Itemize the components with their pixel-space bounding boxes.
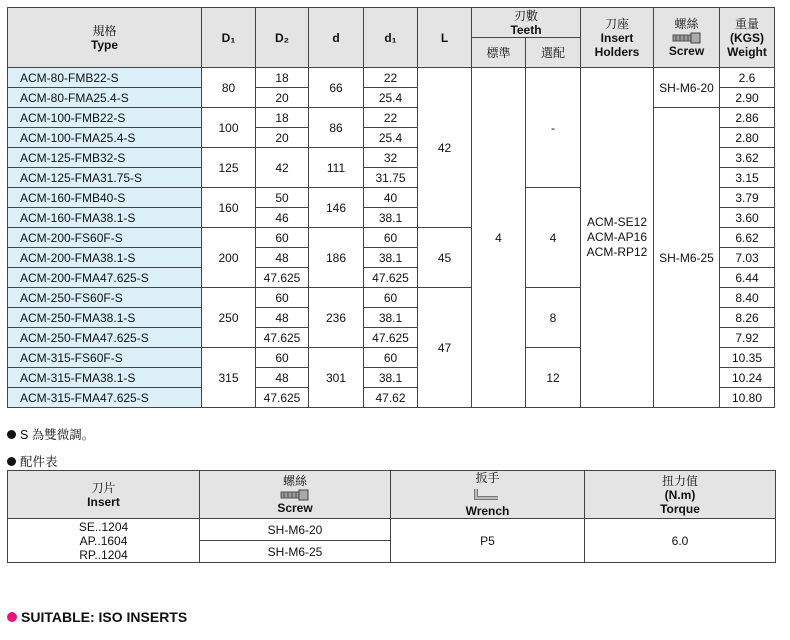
teeth-optional-cell: 12 [526, 348, 581, 408]
d1-cell: 38.1 [364, 308, 418, 328]
bullet-icon [7, 457, 16, 466]
D1-cell: 200 [202, 228, 256, 288]
acc-header-wrench-en: Wrench [465, 504, 510, 518]
type-cell: ACM-160-FMA38.1-S [8, 208, 202, 228]
D1-cell: 250 [202, 288, 256, 348]
header-screw-en: Screw [668, 44, 705, 58]
weight-cell: 3.60 [720, 208, 775, 228]
d-cell: 146 [309, 188, 364, 228]
acc-screw-cell: SH-M6-20 [200, 519, 391, 541]
header-teeth [472, 8, 581, 38]
header-insert-en2: Holders [594, 44, 640, 59]
type-cell: ACM-315-FS60F-S [8, 348, 202, 368]
suitable-text: SUITABLE: ISO INSERTS [21, 609, 188, 625]
D2-cell: 20 [256, 88, 309, 108]
type-cell: ACM-200-FS60F-S [8, 228, 202, 248]
type-cell: ACM-200-FMA47.625-S [8, 268, 202, 288]
header-weight [720, 8, 775, 68]
D2-cell: 18 [256, 108, 309, 128]
double-adjust-note [7, 425, 94, 443]
d1-cell: 47.625 [364, 328, 418, 348]
weight-cell: 3.79 [720, 188, 775, 208]
d1-cell: 40 [364, 188, 418, 208]
type-cell: ACM-250-FMA47.625-S [8, 328, 202, 348]
header-D1: D₁ [202, 8, 256, 68]
acc-wrench-cell: P5 [391, 519, 585, 563]
weight-cell: 8.26 [720, 308, 775, 328]
weight-cell: 2.90 [720, 88, 775, 108]
d-cell: 86 [309, 108, 364, 148]
header-type-zh: 規格 [92, 23, 117, 38]
d1-cell: 31.75 [364, 168, 418, 188]
L-cell: 45 [418, 228, 472, 288]
d1-cell: 47.625 [364, 268, 418, 288]
d1-cell: 25.4 [364, 128, 418, 148]
D2-cell: 47.625 [256, 268, 309, 288]
weight-cell: 10.24 [720, 368, 775, 388]
acc-header-wrench-zh: 扳手 [475, 471, 500, 485]
type-cell: ACM-100-FMB22-S [8, 108, 202, 128]
weight-cell: 10.80 [720, 388, 775, 408]
D2-cell: 20 [256, 128, 309, 148]
weight-cell: 8.40 [720, 288, 775, 308]
d1-cell: 38.1 [364, 208, 418, 228]
type-cell: ACM-125-FMA31.75-S [8, 168, 202, 188]
table-row [8, 68, 775, 88]
teeth-optional-cell: - [526, 68, 581, 188]
type-cell: ACM-160-FMB40-S [8, 188, 202, 208]
weight-cell: 2.80 [720, 128, 775, 148]
type-cell: ACM-315-FMA38.1-S [8, 368, 202, 388]
acc-header-wrench [391, 471, 585, 519]
type-cell: ACM-250-FS60F-S [8, 288, 202, 308]
acc-header-torque-unit: (N.m) [664, 487, 696, 502]
header-insert-holders [581, 8, 654, 68]
acc-header-screw-zh: 螺絲 [282, 474, 307, 488]
d-cell: 111 [309, 148, 364, 188]
header-d1: d₁ [364, 8, 418, 68]
weight-cell: 2.6 [720, 68, 775, 88]
d-cell: 66 [309, 68, 364, 108]
header-insert-zh: 刀座 [604, 16, 629, 31]
accessories-title-text: 配件表 [20, 455, 58, 469]
L-cell: 42 [418, 68, 472, 228]
accessories-title [7, 452, 58, 470]
insert-holder-item: ACM-RP12 [586, 245, 648, 259]
type-cell: ACM-315-FMA47.625-S [8, 388, 202, 408]
screw-cell: SH-M6-20 [654, 68, 720, 108]
teeth-optional-cell: 4 [526, 188, 581, 288]
insert-holder-item: ACM-AP16 [586, 230, 648, 244]
teeth-standard-cell: 4 [472, 68, 526, 408]
d-cell: 236 [309, 288, 364, 348]
acc-torque-cell: 6.0 [585, 519, 776, 563]
header-screw [654, 8, 720, 68]
teeth-optional-cell: 8 [526, 288, 581, 348]
weight-cell: 6.62 [720, 228, 775, 248]
acc-insert-item: RP..1204 [79, 547, 128, 562]
type-cell: ACM-125-FMB32-S [8, 148, 202, 168]
header-D2: D₂ [256, 8, 309, 68]
weight-cell: 3.15 [720, 168, 775, 188]
d1-cell: 60 [364, 288, 418, 308]
header-d: d [309, 8, 364, 68]
weight-cell: 10.35 [720, 348, 775, 368]
screw-icon [672, 32, 702, 44]
type-cell: ACM-200-FMA38.1-S [8, 248, 202, 268]
d-cell: 301 [309, 348, 364, 408]
suitable-note [7, 609, 187, 625]
weight-cell: 6.44 [720, 268, 775, 288]
d-cell: 186 [309, 228, 364, 288]
D2-cell: 18 [256, 68, 309, 88]
D2-cell: 50 [256, 188, 309, 208]
weight-cell: 7.92 [720, 328, 775, 348]
type-cell: ACM-80-FMB22-S [8, 68, 202, 88]
spec-table [7, 7, 775, 408]
header-teeth-optional: 選配 [526, 38, 581, 68]
d1-cell: 22 [364, 108, 418, 128]
acc-insert-item: AP..1604 [79, 533, 128, 548]
d1-cell: 38.1 [364, 248, 418, 268]
weight-cell: 3.62 [720, 148, 775, 168]
D1-cell: 125 [202, 148, 256, 188]
D2-cell: 48 [256, 368, 309, 388]
header-type [8, 8, 202, 68]
D2-cell: 47.625 [256, 388, 309, 408]
header-type-en: Type [90, 37, 119, 52]
acc-header-torque [585, 471, 776, 519]
type-cell: ACM-100-FMA25.4-S [8, 128, 202, 148]
header-screw-zh: 螺絲 [674, 17, 699, 31]
acc-inserts-cell [8, 519, 200, 563]
header-teeth-zh: 刃數 [513, 8, 538, 23]
d1-cell: 22 [364, 68, 418, 88]
double-adjust-note-text: S 為雙微調。 [20, 428, 95, 442]
acc-header-screw [200, 471, 391, 519]
header-insert-en1: Insert [600, 30, 634, 45]
weight-cell: 7.03 [720, 248, 775, 268]
accessories-table [7, 470, 776, 563]
insert-holder-item: ACM-SE12 [586, 215, 648, 229]
d1-cell: 60 [364, 348, 418, 368]
pink-bullet-icon [7, 612, 17, 622]
D1-cell: 80 [202, 68, 256, 108]
screw-cell: SH-M6-25 [654, 108, 720, 408]
d1-cell: 38.1 [364, 368, 418, 388]
D2-cell: 42 [256, 148, 309, 188]
D2-cell: 60 [256, 348, 309, 368]
d1-cell: 60 [364, 228, 418, 248]
d1-cell: 32 [364, 148, 418, 168]
D2-cell: 46 [256, 208, 309, 228]
header-weight-zh: 重量 [734, 16, 759, 31]
screw-icon [280, 489, 310, 501]
acc-screw-cell: SH-M6-25 [200, 541, 391, 563]
D2-cell: 48 [256, 308, 309, 328]
acc-header-screw-en: Screw [277, 501, 313, 515]
acc-header-torque-zh: 扭力值 [661, 473, 698, 488]
table-row [8, 108, 775, 128]
header-teeth-standard: 標準 [472, 38, 526, 68]
acc-header-torque-en: Torque [660, 501, 700, 516]
acc-header-insert-zh: 刀片 [91, 480, 116, 495]
acc-header-insert-en: Insert [87, 494, 120, 509]
acc-insert-item: SE..1204 [78, 519, 129, 534]
D2-cell: 60 [256, 228, 309, 248]
D2-cell: 48 [256, 248, 309, 268]
acc-header-insert [8, 471, 200, 519]
weight-cell: 2.86 [720, 108, 775, 128]
header-L: L [418, 8, 472, 68]
D1-cell: 315 [202, 348, 256, 408]
D1-cell: 100 [202, 108, 256, 148]
wrench-icon [473, 486, 503, 504]
D1-cell: 160 [202, 188, 256, 228]
D2-cell: 60 [256, 288, 309, 308]
bullet-icon [7, 430, 16, 439]
header-weight-unit: (KGS) [730, 30, 764, 45]
L-cell: 47 [418, 288, 472, 408]
type-cell: ACM-250-FMA38.1-S [8, 308, 202, 328]
header-weight-en: Weight [727, 44, 767, 59]
D2-cell: 47.625 [256, 328, 309, 348]
type-cell: ACM-80-FMA25.4-S [8, 88, 202, 108]
d1-cell: 25.4 [364, 88, 418, 108]
d1-cell: 47.62 [364, 388, 418, 408]
header-teeth-en: Teeth [510, 22, 542, 37]
insert-holders-cell [581, 68, 654, 408]
